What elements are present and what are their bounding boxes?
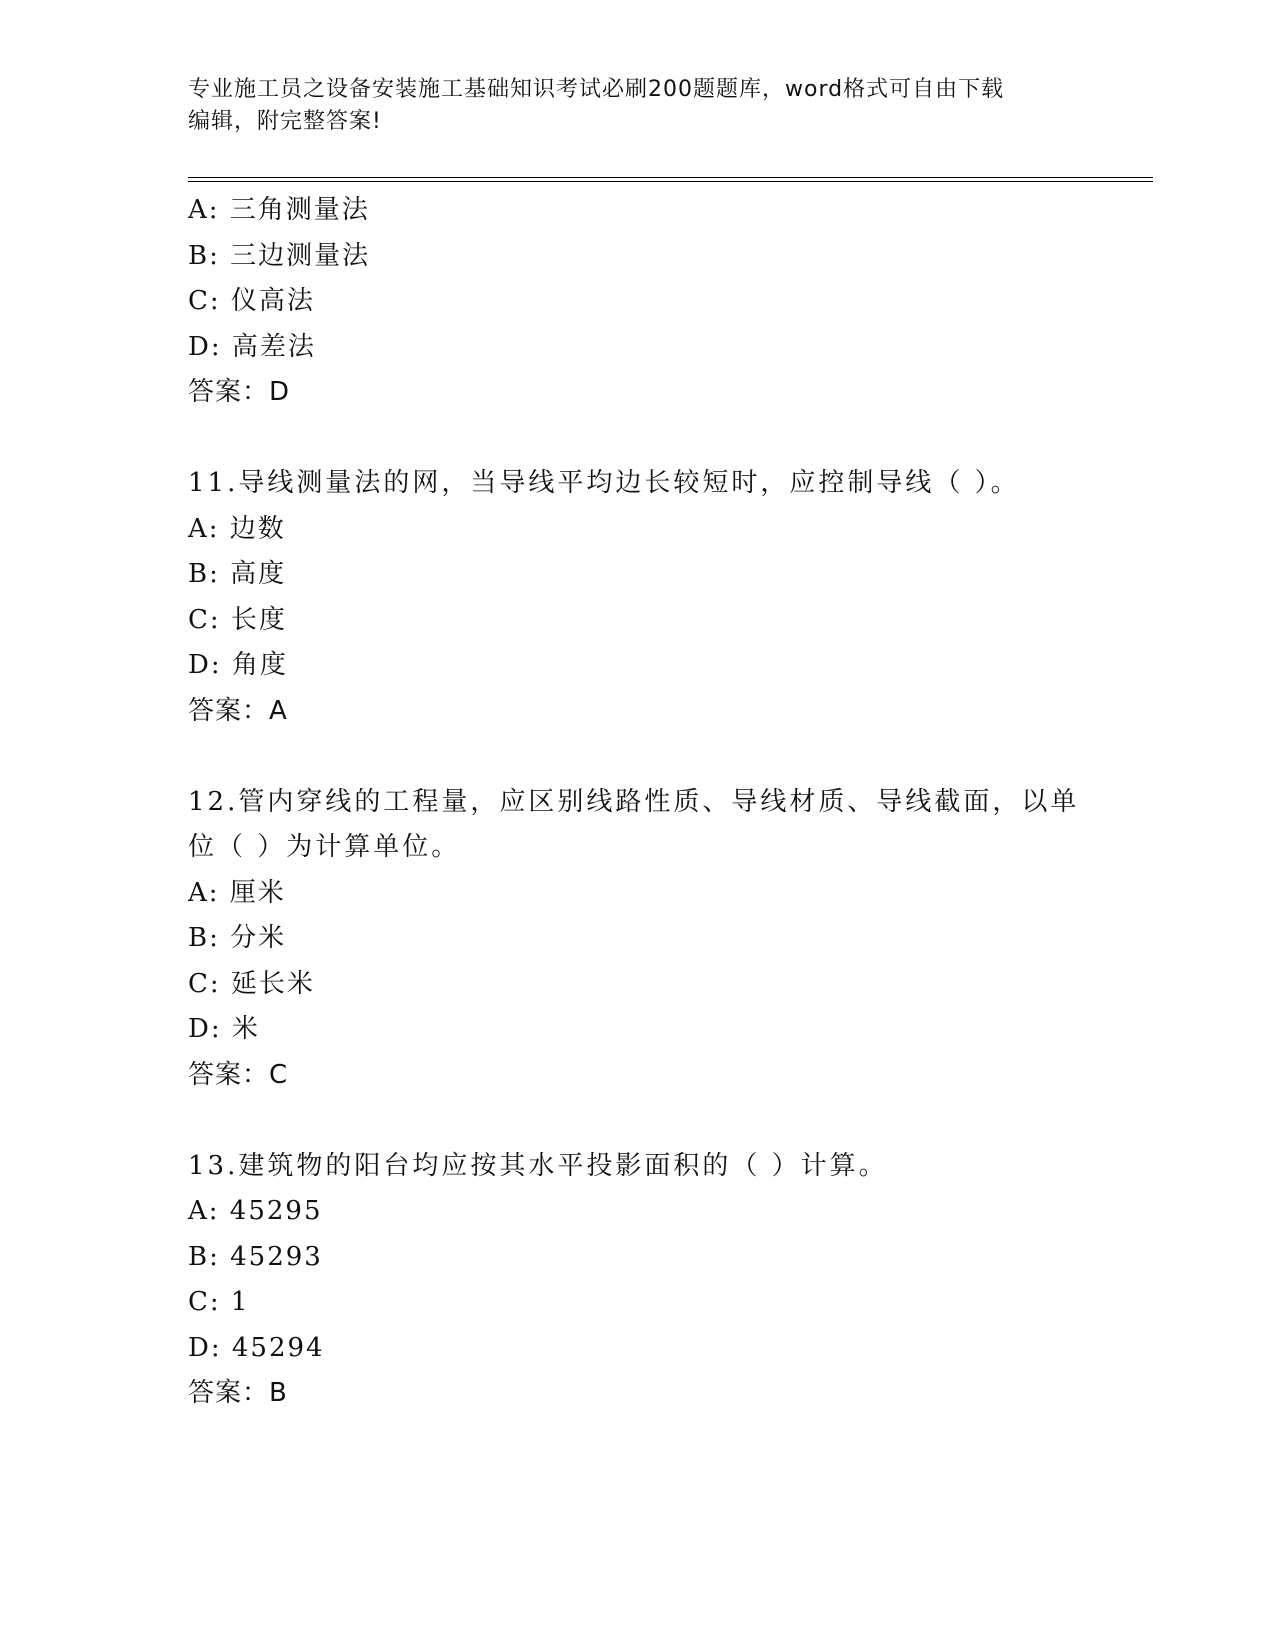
option-c: C: 仪高法 — [188, 286, 315, 316]
spacer — [188, 416, 1088, 462]
question-text: 13.建筑物的阳台均应按其水平投影面积的（ ）计算。 — [188, 1150, 888, 1181]
option-a: A: 45295 — [188, 1196, 323, 1226]
question-list — [188, 188, 1088, 1417]
document-header — [188, 74, 1088, 138]
option-b: B: 三边测量法 — [188, 240, 371, 271]
spacer — [188, 1098, 1088, 1144]
answer-line: 答案：B — [188, 1378, 288, 1408]
option-d: D: 角度 — [188, 650, 288, 680]
header-divider-top — [188, 177, 1153, 178]
option-a: A: 边数 — [188, 513, 286, 544]
question-block-12 — [188, 780, 1088, 1099]
option-c: C: 1 — [188, 1287, 250, 1317]
option-d: D: 米 — [188, 1014, 260, 1044]
answer-line: 答案：D — [188, 377, 291, 407]
spacer — [188, 734, 1088, 780]
question-text-line-2: 位（ ）为计算单位。 — [188, 832, 461, 862]
question-block-10 — [188, 188, 1088, 416]
question-text: 11.导线测量法的网，当导线平均边长较短时，应控制导线（ ）。 — [188, 468, 1020, 498]
option-b: B: 分米 — [188, 923, 287, 953]
option-d: D: 45294 — [188, 1332, 325, 1363]
question-text-line-1: 12.管内穿线的工程量，应区别线路性质、导线材质、导线截面，以单 — [188, 786, 1080, 817]
option-b: B: 高度 — [188, 559, 287, 589]
answer-line: 答案：A — [188, 695, 288, 726]
option-d: D: 高差法 — [188, 331, 316, 362]
option-c: C: 延长米 — [188, 968, 315, 999]
question-block-11 — [188, 461, 1088, 734]
header-title-line-1: 专业施工员之设备安装施工基础知识考试必刷200题题库，word格式可自由下载 — [188, 77, 1005, 102]
option-a: A: 厘米 — [188, 877, 286, 908]
option-a: A: 三角测量法 — [188, 195, 370, 225]
option-c: C: 长度 — [188, 604, 287, 635]
option-b: B: 45293 — [188, 1241, 323, 1272]
header-title-line-2: 编辑，附完整答案! — [188, 109, 382, 134]
answer-line: 答案：C — [188, 1059, 289, 1090]
header-divider-bottom — [188, 181, 1153, 182]
question-block-13 — [188, 1144, 1088, 1417]
